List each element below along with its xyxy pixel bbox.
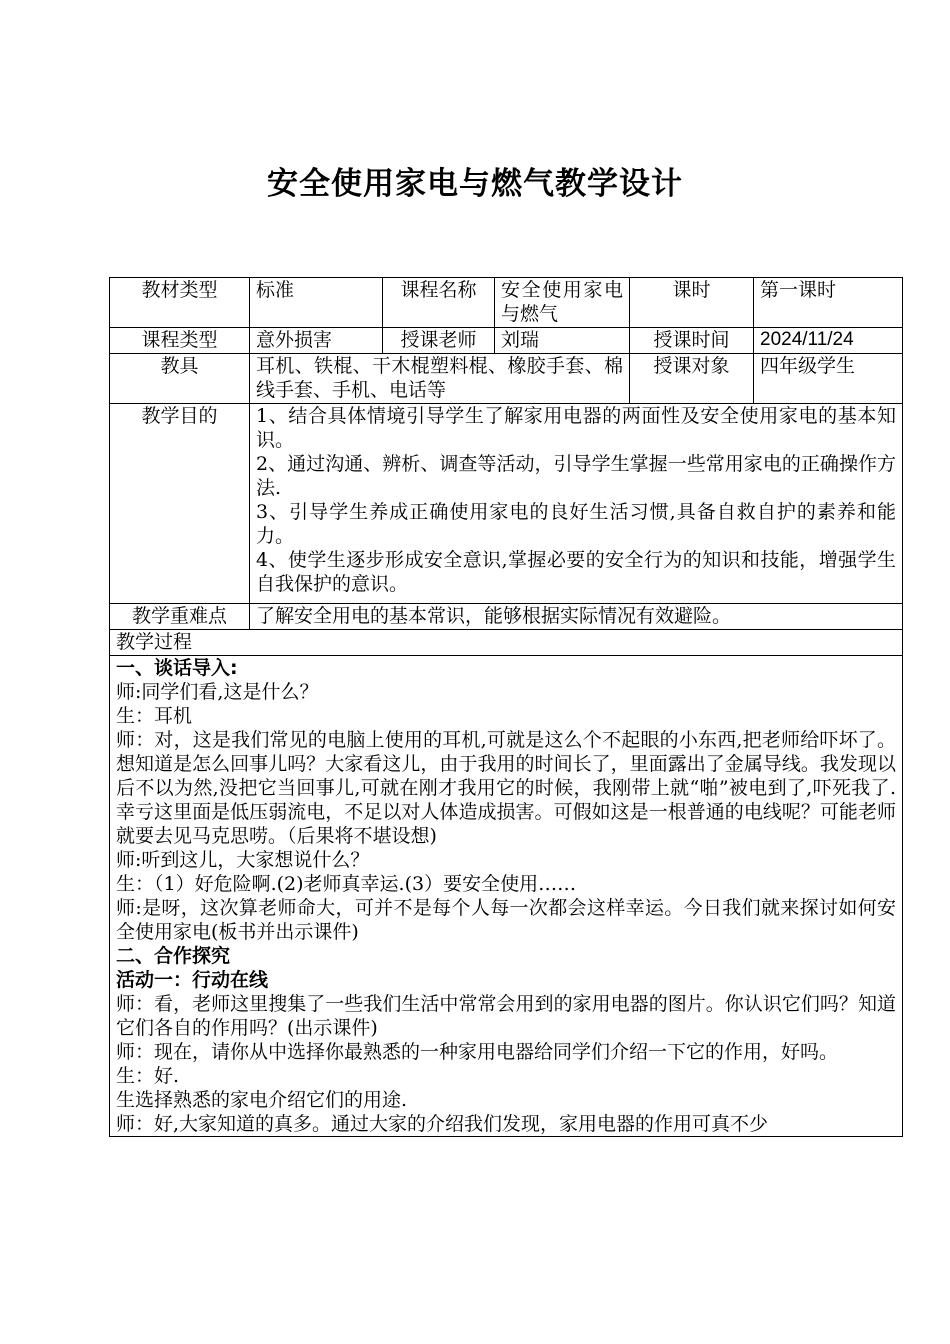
row-process-header (110, 630, 903, 656)
dialogue-line: 生：好. (116, 1065, 180, 1087)
process-content (110, 656, 903, 1137)
dialogue-line: 师:同学们看,这是什么？ (116, 681, 319, 703)
activity-heading: 活动一：行动在线 (116, 969, 269, 991)
row-material (110, 278, 903, 328)
goal-item: 4、使学生逐步形成安全意识,掌握必要的安全行为的知识和技能，增强学生自我保护的意识。 (256, 549, 896, 595)
row-tools (110, 354, 903, 404)
dialogue-line: 生：（1）好危险啊.(2)老师真幸运.(3）要安全使用…… (116, 873, 577, 895)
row-goals (110, 404, 903, 604)
goal-item: 3、引导学生养成正确使用家电的良好生活习惯,具备自救自护的素养和能力。 (256, 501, 896, 547)
course-type-value: 意外损害 (250, 328, 383, 354)
section-heading: 一、谈话导入: (116, 657, 238, 679)
row-key-points (110, 604, 903, 630)
document-title: 安全使用家电与燃气教学设计 (267, 166, 683, 202)
course-type-label: 课程类型 (110, 328, 250, 354)
dialogue-line: 师:听到这儿，大家想说什么？ (116, 849, 370, 871)
process-label: 教学过程 (110, 630, 903, 656)
material-type-label: 教材类型 (110, 278, 250, 328)
teacher-value: 刘瑞 (495, 328, 630, 354)
dialogue-line: 师：现在，请你从中选择你最熟悉的一种家用电器给同学们介绍一下它的作用，好吗。 (116, 1041, 839, 1063)
dialogue-line: 生选择熟悉的家电介绍它们的用途. (116, 1089, 408, 1111)
dialogue-line: 师：好,大家知道的真多。通过大家的介绍我们发现，家用电器的作用可真不少 (116, 1113, 769, 1135)
goals-label: 教学目的 (110, 404, 250, 604)
goals-content (250, 404, 903, 604)
dialogue-line: 师：看，老师这里搜集了一些我们生活中常常会用到的家用电器的图片。你认识它们吗？知道它们各自的作用吗？(出示课件) (116, 993, 896, 1039)
teacher-label: 授课老师 (383, 328, 495, 354)
lesson-plan-table (109, 277, 903, 1137)
key-value: 了解安全用电的基本常识，能够根据实际情况有效避险。 (250, 604, 903, 630)
tools-label: 教具 (110, 354, 250, 404)
material-type-value: 标准 (250, 278, 383, 328)
goal-item: 2、通过沟通、辨析、调查等活动，引导学生掌握一些常用家电的正确操作方法. (256, 453, 896, 499)
audience-value: 四年级学生 (754, 354, 903, 404)
audience-label: 授课对象 (630, 354, 754, 404)
course-name-label: 课程名称 (383, 278, 495, 328)
dialogue-line: 师:是呀，这次算老师命大，可并不是每个人每一次都会这样幸运。今日我们就来探讨如何安全使用家电(板书并出示课件) (116, 897, 896, 943)
section-heading: 二、合作探究 (116, 945, 231, 967)
period-value: 第一课时 (754, 278, 903, 328)
course-name-value: 安全使用家电与燃气 (495, 278, 630, 328)
dialogue-line: 生：耳机 (116, 705, 193, 727)
time-label: 授课时间 (630, 328, 754, 354)
goal-item: 1、结合具体情境引导学生了解家用电器的两面性及安全使用家电的基本知识。 (256, 405, 896, 451)
time-value: 2024/11/24 (754, 328, 903, 354)
dialogue-line: 师：对，这是我们常见的电脑上使用的耳机,可就是这么个不起眼的小东西,把老师给吓坏了。想知道是怎么回事儿吗？大家看这儿，由于我用的时间长了，里面露出了金属导线。我发现以后不以为然,没把它当回事儿,可就在刚才我用它的时候，我刚带上就“啪”被电到了,吓死我了.幸亏这里面是低压弱流电，不足以对人体造成损害。可假如这是一根普通的电线呢？可能老师就要去见马克思唠。（后果将不堪设想) (116, 729, 896, 847)
tools-value: 耳机、铁棍、干木棍塑料棍、橡胶手套、棉线手套、手机、电话等 (250, 354, 630, 404)
period-label: 课时 (630, 278, 754, 328)
key-label: 教学重难点 (110, 604, 250, 630)
row-process (110, 656, 903, 1137)
row-course-type (110, 328, 903, 354)
